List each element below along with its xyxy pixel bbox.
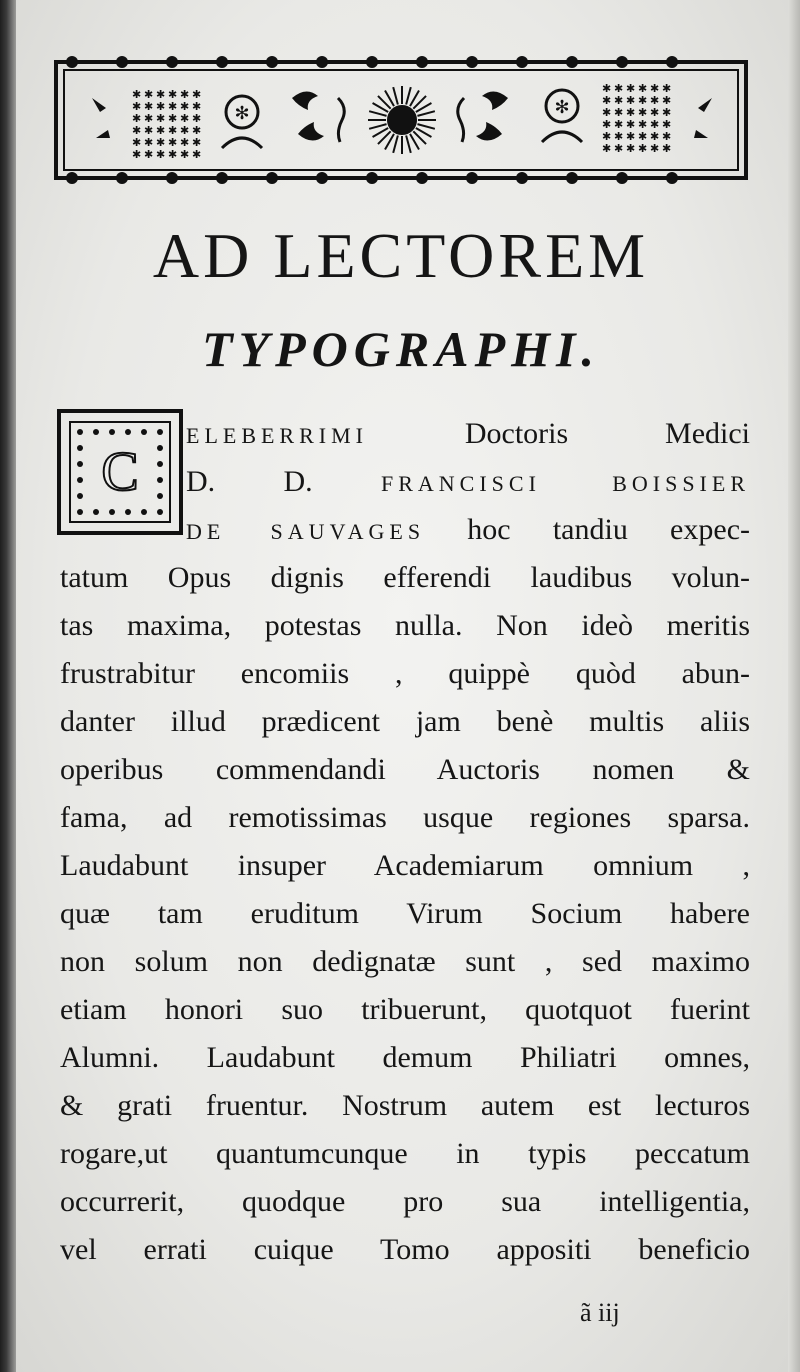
svg-text:✱: ✱ <box>602 106 612 119</box>
svg-text:✱: ✱ <box>156 136 166 149</box>
svg-text:✱: ✱ <box>192 100 202 113</box>
svg-text:✱: ✱ <box>614 82 624 95</box>
svg-text:✱: ✱ <box>192 112 202 125</box>
svg-text:✱: ✱ <box>626 82 636 95</box>
svg-text:✱: ✱ <box>662 82 672 95</box>
text-line: Laudabunt insuper Academiarum omnium , <box>60 849 750 882</box>
small-caps-word: ELEBERRIMI <box>186 423 368 448</box>
svg-text:✱: ✱ <box>168 136 178 149</box>
svg-text:✱: ✱ <box>180 88 190 101</box>
text-line: fama, ad remotissimas usque regiones sparsa. <box>60 801 750 834</box>
svg-text:✱: ✱ <box>602 130 612 143</box>
svg-text:✱: ✱ <box>168 88 178 101</box>
svg-text:✱: ✱ <box>192 88 202 101</box>
signature-mark: ã iij <box>580 1298 620 1327</box>
svg-text:✱: ✱ <box>144 100 154 113</box>
drop-cap-letter: C <box>101 441 139 503</box>
svg-text:✱: ✱ <box>638 130 648 143</box>
scroll-leaf-right <box>458 91 508 142</box>
svg-text:✱: ✱ <box>156 148 166 161</box>
svg-text:✱: ✱ <box>650 82 660 95</box>
svg-text:✱: ✱ <box>650 118 660 131</box>
wreath-left <box>222 96 262 148</box>
svg-text:✱: ✱ <box>602 94 612 107</box>
svg-text:✱: ✱ <box>650 106 660 119</box>
svg-text:✱: ✱ <box>180 100 190 113</box>
text-line-2: D. D. FRANCISCI BOISSIER <box>186 465 750 498</box>
svg-text:✱: ✱ <box>144 148 154 161</box>
svg-text:✱: ✱ <box>132 124 142 137</box>
svg-text:✱: ✱ <box>180 148 190 161</box>
text-line: tatum Opus dignis efferendi laudibus volun- <box>60 561 750 594</box>
svg-text:✱: ✱ <box>662 142 672 155</box>
text-line: tas maxima, potestas nulla. Non ideò meritis <box>60 609 750 642</box>
ornamental-header-band <box>52 48 750 188</box>
svg-text:✱: ✱ <box>144 136 154 149</box>
svg-text:✱: ✱ <box>156 124 166 137</box>
sprig-right <box>694 98 712 138</box>
page-title: AD LECTOREM <box>152 220 650 291</box>
svg-text:✻: ✻ <box>554 97 570 118</box>
grid-block-right <box>602 82 671 155</box>
svg-text:✱: ✱ <box>614 142 624 155</box>
text-line: vel errati cuique Tomo appositi beneficio <box>60 1233 750 1266</box>
svg-text:✱: ✱ <box>168 148 178 161</box>
svg-text:✱: ✱ <box>156 100 166 113</box>
svg-text:✱: ✱ <box>614 94 624 107</box>
svg-text:✱: ✱ <box>180 112 190 125</box>
svg-text:✱: ✱ <box>168 112 178 125</box>
svg-text:✱: ✱ <box>192 148 202 161</box>
svg-text:✱: ✱ <box>132 136 142 149</box>
svg-text:✱: ✱ <box>650 94 660 107</box>
svg-text:✱: ✱ <box>638 82 648 95</box>
svg-text:✱: ✱ <box>156 88 166 101</box>
svg-text:✱: ✱ <box>602 142 612 155</box>
sprig-left <box>92 98 110 138</box>
text-line: rogare,ut quantumcunque in typis peccatum <box>60 1137 750 1170</box>
drop-cap-frame <box>56 408 184 536</box>
svg-text:✱: ✱ <box>144 124 154 137</box>
text-line: Alumni. Laudabunt demum Philiatri omnes, <box>60 1041 750 1074</box>
svg-text:✱: ✱ <box>132 112 142 125</box>
svg-text:✱: ✱ <box>626 130 636 143</box>
svg-text:✱: ✱ <box>650 130 660 143</box>
wreath-right <box>542 90 582 142</box>
svg-text:✱: ✱ <box>132 148 142 161</box>
svg-text:✱: ✱ <box>602 118 612 131</box>
scroll-leaf-left <box>292 91 344 142</box>
svg-text:✱: ✱ <box>602 82 612 95</box>
svg-text:✱: ✱ <box>132 100 142 113</box>
ornament-svg <box>52 48 750 188</box>
text-line: non solum non dedignatæ sunt , sed maximo <box>60 945 750 978</box>
svg-text:✱: ✱ <box>662 106 672 119</box>
svg-text:✱: ✱ <box>168 100 178 113</box>
svg-text:✱: ✱ <box>168 124 178 137</box>
svg-text:✱: ✱ <box>638 106 648 119</box>
svg-text:✱: ✱ <box>662 130 672 143</box>
svg-text:✱: ✱ <box>638 142 648 155</box>
sunburst-emblem <box>368 86 436 154</box>
svg-text:✻: ✻ <box>234 103 250 124</box>
svg-text:✱: ✱ <box>638 118 648 131</box>
grid-block-left <box>132 88 201 161</box>
svg-text:✱: ✱ <box>180 136 190 149</box>
text-line: danter illud prædicent jam benè multis aliis <box>60 705 750 738</box>
svg-text:✱: ✱ <box>614 106 624 119</box>
svg-text:✱: ✱ <box>614 118 624 131</box>
svg-text:✱: ✱ <box>650 142 660 155</box>
text-line: quæ tam eruditum Virum Socium habere <box>60 897 750 930</box>
text-line: etiam honori suo tribuerunt, quotquot fuerint <box>60 993 750 1026</box>
text-line: & grati fruentur. Nostrum autem est lecturos <box>60 1089 750 1122</box>
svg-text:✱: ✱ <box>662 118 672 131</box>
svg-text:✱: ✱ <box>614 130 624 143</box>
svg-text:✱: ✱ <box>156 112 166 125</box>
svg-text:✱: ✱ <box>662 94 672 107</box>
page-gutter-shadow <box>0 0 16 1372</box>
svg-text:✱: ✱ <box>192 124 202 137</box>
svg-text:✱: ✱ <box>144 112 154 125</box>
text-line: operibus commendandi Auctoris nomen & <box>60 753 750 786</box>
svg-text:✱: ✱ <box>180 124 190 137</box>
page-edge <box>788 0 800 1372</box>
svg-text:✱: ✱ <box>626 118 636 131</box>
drop-cap-ornament <box>56 408 184 536</box>
page-subtitle: TYPOGRAPHI. <box>202 321 600 377</box>
text-line: frustrabitur encomiis , quippè quòd abun- <box>60 657 750 690</box>
text-line-3: DE SAUVAGES hoc tandiu expec- <box>186 513 750 546</box>
svg-text:✱: ✱ <box>626 94 636 107</box>
svg-text:✱: ✱ <box>626 142 636 155</box>
svg-text:✱: ✱ <box>192 136 202 149</box>
svg-text:✱: ✱ <box>638 94 648 107</box>
text-line-1: ELEBERRIMI Doctoris Medici <box>186 417 750 450</box>
svg-text:✱: ✱ <box>132 88 142 101</box>
text-line: occurrerit, quodque pro sua intelligentia, <box>60 1185 750 1218</box>
svg-text:✱: ✱ <box>144 88 154 101</box>
svg-text:✱: ✱ <box>626 106 636 119</box>
